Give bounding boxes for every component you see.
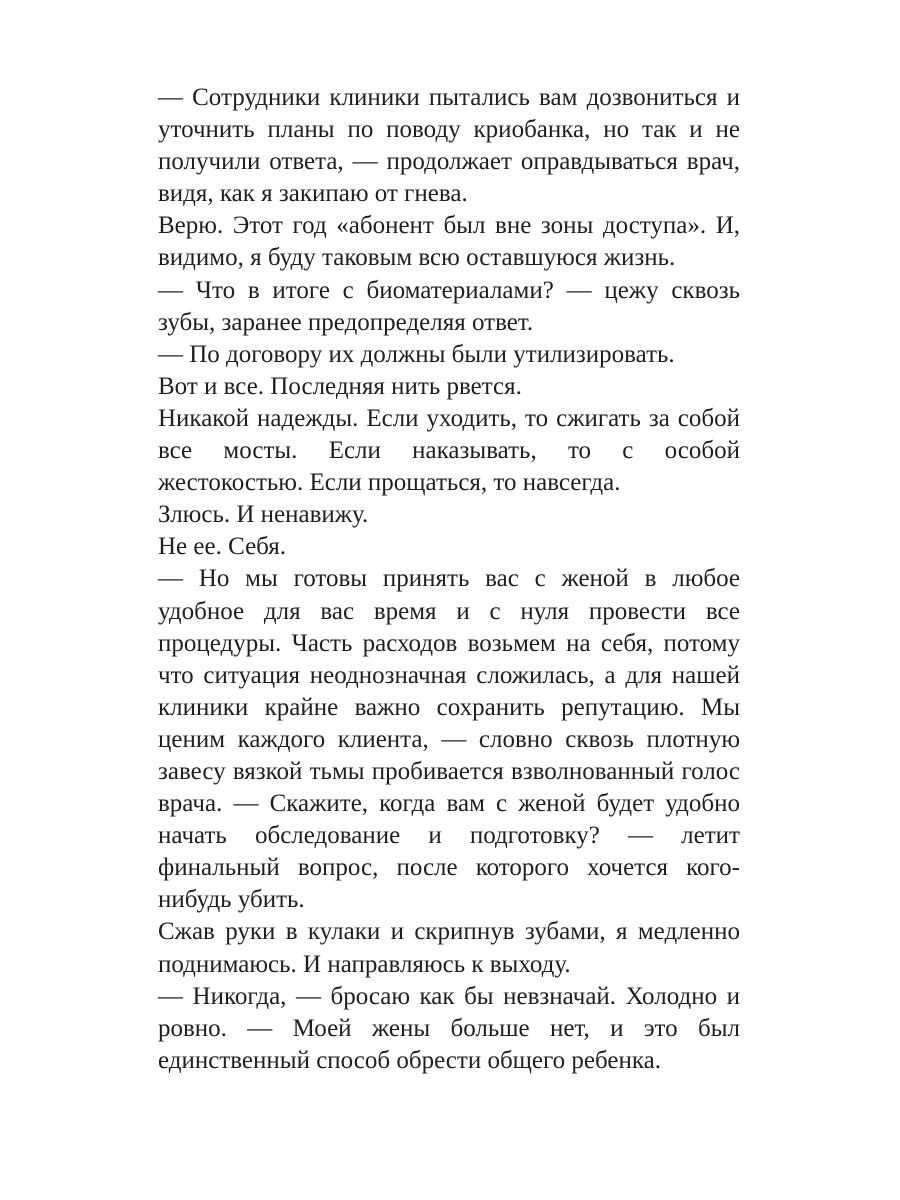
paragraph: — Сотрудники клиники пытались вам дозвониться и уточнить планы по поводу криобанка, но так и не получили ответа, — продолжает оправдываться врач, видя, как я закипаю от гнева. <box>158 84 740 208</box>
paragraph: — Что в итоге с биоматериалами? — цежу сквозь зубы, заранее предопределяя ответ. <box>158 276 740 336</box>
paragraph: — Но мы готовы принять вас с женой в любое удобное для вас время и с нуля провести все процедуры. Часть расходов возьмем на себя, потому что ситуация неоднозначная сложилась, а для нашей клиники крайне важно сохранить репутацию. Мы ценим каждого клиента, — словно сквозь плотную завесу вязкой тьмы пробивается взволнованный голос врача. — Скажите, когда вам с женой будет удобно начать обследование и подготовку? — летит финальный вопрос, после которого хочется кого-нибудь убить. <box>158 565 740 914</box>
paragraph: Верю. Этот год «абонент был вне зоны доступа». И, видимо, я буду таковым всю оставшуюся жизнь. <box>158 212 740 272</box>
paragraph: Сжав руки в кулаки и скрипнув зубами, я медленно поднимаюсь. И направляюсь к выходу. <box>158 918 740 978</box>
page-text <box>158 82 740 1077</box>
paragraph: — Никогда, — бросаю как бы невзначай. Холодно и ровно. — Моей жены больше нет, и это был единственный способ обрести общего ребенка. <box>158 982 740 1074</box>
paragraph: Никакой надежды. Если уходить, то сжигать за собой все мосты. Если наказывать, то с особой жестокостью. Если прощаться, то навсегда. <box>158 404 740 497</box>
paragraph: — По договору их должны были утилизировать. <box>158 340 675 368</box>
paragraph: Не ее. Себя. <box>158 533 287 561</box>
paragraph: Злюсь. И ненавижу. <box>158 501 369 529</box>
paragraph: Вот и все. Последняя нить рвется. <box>158 372 522 400</box>
